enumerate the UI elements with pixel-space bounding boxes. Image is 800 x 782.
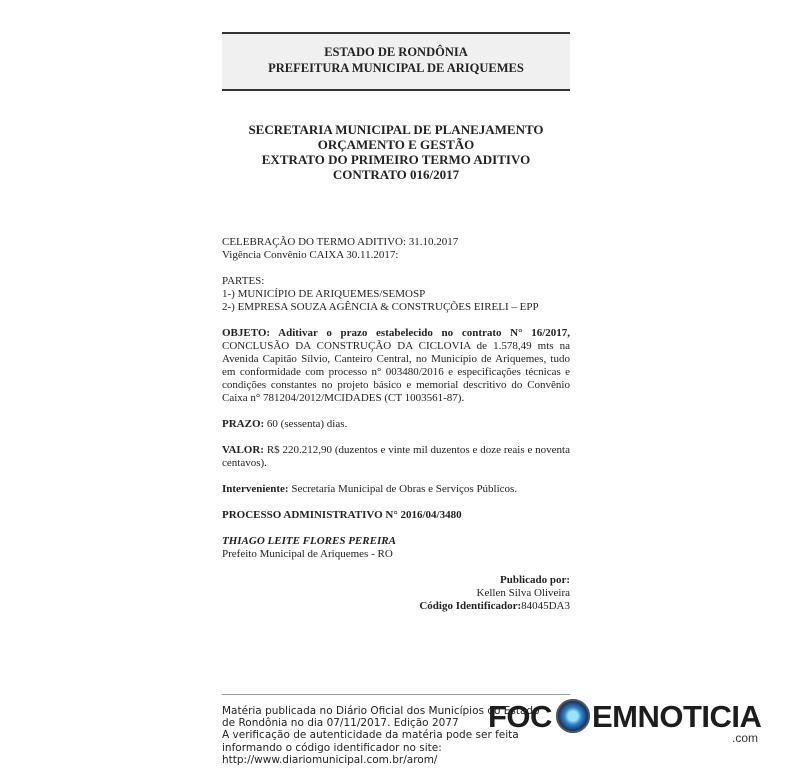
title-line-1: SECRETARIA MUNICIPAL DE PLANEJAMENTO bbox=[248, 122, 544, 137]
document-body bbox=[222, 236, 570, 613]
objeto-label: OBJETO: bbox=[222, 327, 271, 339]
prazo-label: PRAZO: bbox=[222, 418, 265, 430]
codigo-label: Código Identificador: bbox=[419, 600, 522, 612]
signature-role: Prefeito Municipal de Ariquemes - RO bbox=[222, 548, 393, 560]
camera-lens-icon bbox=[556, 699, 590, 733]
footer-line-4: informando o código identificador no site: bbox=[222, 741, 442, 754]
header-state: ESTADO DE RONDÔNIA bbox=[324, 45, 468, 59]
footer-line-1: Matéria publicada no Diário Oficial dos Municípios do Estado bbox=[222, 705, 540, 717]
watermark-logo bbox=[488, 695, 778, 755]
watermark-text-right: EMNOTICIA bbox=[592, 699, 762, 734]
interveniente-label: Interveniente: bbox=[222, 483, 289, 495]
title-line-2: ORÇAMENTO E GESTÃO bbox=[317, 137, 475, 152]
valor-text: R$ 220.212,90 (duzentos e vinte mil duzentos e doze reais e noventa centavos). bbox=[222, 444, 570, 469]
objeto-bold: Aditivar o prazo estabelecido no contrato N° 16/2017, bbox=[270, 327, 570, 339]
signature-name: THIAGO LEITE FLORES PEREIRA bbox=[222, 535, 396, 547]
title-line-3: EXTRATO DO PRIMEIRO TERMO ADITIVO bbox=[261, 152, 531, 167]
parte-1: 1-) MUNICÍPIO DE ARIQUEMES/SEMOSP bbox=[222, 288, 426, 300]
footer-line-3: A verificação de autenticidade da matéria pode ser feita bbox=[222, 729, 519, 742]
publicado-label: Publicado por: bbox=[500, 574, 570, 586]
footer-line-2: de Rondônia no dia 07/11/2017. Edição 2077 bbox=[222, 717, 459, 730]
watermark-suffix: .com bbox=[732, 731, 759, 745]
valor-label: VALOR: bbox=[222, 444, 264, 456]
interveniente-text: Secretaria Municipal de Obras e Serviços Públicos. bbox=[288, 483, 518, 495]
objeto-text: CONCLUSÃO DA CONSTRUÇÃO DA CICLOVIA de 1.578,49 mts na Avenida Capitão Sílvio, Canteiro Central, no Município de Ariquemes, tudo em conformidade com processo n° 003480/2016 e especificações técnicas e condições constantes no projeto básico e memorial descritivo do Convênio Caixa n° 781204/2012/MCIDADES (CT 1003561-87). bbox=[222, 340, 570, 404]
valor-paragraph bbox=[222, 444, 570, 470]
celebracao-line: CELEBRAÇÃO DO TERMO ADITIVO: 31.10.2017 bbox=[222, 236, 459, 248]
objeto-paragraph bbox=[222, 327, 570, 405]
title-line-4: CONTRATO 016/2017 bbox=[332, 167, 460, 182]
partes-heading: PARTES: bbox=[222, 275, 265, 287]
vigencia-line: Vigência Convênio CAIXA 30.11.2017: bbox=[222, 249, 399, 261]
processo-line: PROCESSO ADMINISTRATIVO N° 2016/04/3480 bbox=[222, 509, 462, 521]
publicado-name: Kellen Silva Oliveira bbox=[476, 587, 570, 599]
document-header bbox=[222, 32, 570, 91]
prazo-paragraph bbox=[222, 418, 570, 431]
parte-2: 2-) EMPRESA SOUZA AGÊNCIA & CONSTRUÇÕES EIRELI – EPP bbox=[222, 301, 539, 313]
watermark-text-left: FOC bbox=[488, 699, 552, 734]
codigo-value: 84045DA3 bbox=[521, 600, 570, 612]
interveniente-paragraph bbox=[222, 483, 570, 496]
document-title bbox=[222, 122, 570, 182]
header-prefeitura: PREFEITURA MUNICIPAL DE ARIQUEMES bbox=[268, 61, 524, 75]
prazo-text: 60 (sessenta) dias. bbox=[264, 418, 348, 430]
footer-url: http://www.diariomunicipal.com.br/arom/ bbox=[222, 753, 438, 766]
codigo-line bbox=[222, 600, 570, 613]
